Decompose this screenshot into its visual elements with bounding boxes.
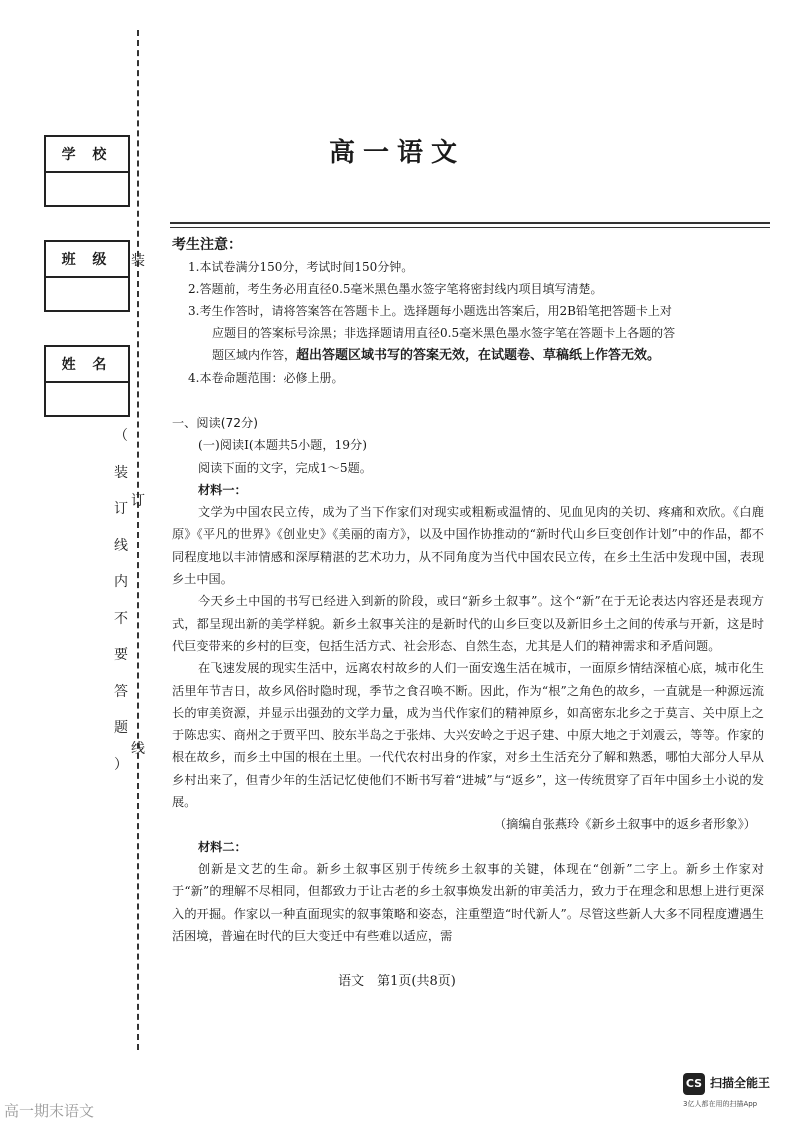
page-title: 高一语文 <box>328 138 465 168</box>
watermark: 高一期末语文 <box>4 1102 95 1120</box>
material1-source: （摘编自张燕玲《新乡土叙事中的返乡者形象》） <box>493 817 756 832</box>
vertical-char: 线 <box>114 537 128 554</box>
binding-mark-zhuang: 装 <box>131 253 145 269</box>
notice-heading: 考生注意： <box>172 237 242 253</box>
camscanner-brand: 扫描全能王 <box>710 1076 771 1090</box>
binding-dashed-line <box>137 30 139 1050</box>
title-rule-thin <box>170 227 770 228</box>
section-heading: 一、阅读(72分) <box>172 416 258 430</box>
title-rule <box>170 222 770 224</box>
notice-item-cont-line <box>188 344 768 367</box>
vertical-char: 答 <box>114 683 128 700</box>
vertical-char: 要 <box>114 647 128 663</box>
instruction: 阅读下面的文字，完成1～5题。 <box>198 460 372 475</box>
notice-item: 1.本试卷满分150分，考试时间150分钟。 <box>188 260 414 274</box>
material1-label: 材料一： <box>198 482 247 497</box>
notice-list <box>188 256 768 389</box>
school-field[interactable] <box>46 173 128 205</box>
binding-warning-vertical <box>112 418 130 783</box>
notice-emphasis: 超出答题区域书写的答案无效，在试题卷、草稿纸上作答无效。 <box>296 348 661 363</box>
vertical-char: 订 <box>114 501 128 517</box>
vertical-char: 内 <box>114 574 128 590</box>
material1-paragraph: 今天乡土中国的书写已经进入到新的阶段，或曰“新乡土叙事”。这个“新”在于无论表达内容还是表现方式，都呈现出新的美学样貌。新乡土叙事关注的是新时代的山乡巨变以及新旧乡土之间的传承与开新，这是时代巨变带来的乡村的巨变，包括生活方式、社会形态、自然生态，尤其是人们的精神需求和矛盾问题。 <box>172 594 764 653</box>
binding-mark-ding: 订 <box>131 493 145 509</box>
camscanner-tagline: 3亿人都在用的扫描App <box>683 1100 758 1108</box>
school-label: 学 校 <box>46 137 128 173</box>
reading-section <box>172 412 764 947</box>
class-field[interactable] <box>46 278 128 310</box>
page-footer: 语文 第1页(共8页) <box>338 974 456 989</box>
material2-label: 材料二： <box>198 839 247 854</box>
name-box <box>44 345 130 417</box>
name-label: 姓 名 <box>46 347 128 383</box>
subsection-heading: (一)阅读Ⅰ(本题共5小题，19分) <box>198 438 367 453</box>
vertical-char: ） <box>114 756 128 773</box>
notice-item-cont: 题区域内作答， <box>212 348 297 362</box>
vertical-char: （ <box>114 428 128 444</box>
material2-paragraph: 创新是文艺的生命。新乡土叙事区别于传统乡土叙事的关键，体现在“创新”二字上。新乡土作家对于“新”的理解不尽相同，但都致力于让古老的乡土叙事焕发出新的审美活力，致力于在理念和思想上进行更深入的开掘。作家以一种直面现实的叙事策略和姿态，注重塑造“时代新人”。尽管这些新人大多不同程度遭遇生活困境，普遍在时代的巨大变迁中有些难以适应，需 <box>172 861 764 943</box>
name-field[interactable] <box>46 383 128 415</box>
vertical-char: 装 <box>114 464 128 481</box>
vertical-char: 不 <box>114 610 128 627</box>
camscanner-logo-icon: CS <box>683 1073 705 1095</box>
class-box <box>44 240 130 312</box>
material1-paragraph: 文学为中国农民立传，成为了当下作家们对现实或粗粝或温情的、见血见肉的关切、疼痛和欢欣。《白鹿原》《平凡的世界》《创业史》《美丽的南方》，以及中国作协推动的“新时代山乡巨变创作计划”中的作品，都不同程度地以丰沛情感和深厚精湛的艺术功力，从不同角度为当代中国农民立传，在乡土生活中发现中国，表现乡土中国。 <box>172 505 764 587</box>
material1-paragraph: 在飞速发展的现实生活中，远离农村故乡的人们一面安逸生活在城市，一面原乡情结深植心底，城市化生活里年节吉日，故乡风俗时隐时现，季节之食召唤不断。因此，作为“根”之角色的故乡，一直就是一种源远流长的审美资源，并显示出强劲的文学力量，成为当代作家们的精神原乡，如高密东北乡之于莫言、关中原上之于陈忠实、商州之于贾平凹、胶东半岛之于张炜、大兴安岭之于迟子建、中原大地之于刘震云，等等。作家的根在故乡，而乡土中国的根在土里。一代代农村出身的作家，对乡土生活充分了解和熟悉，哪怕大部分人早从乡村出来了，但青少年的生活记忆使他们不断书写着“进城”与“返乡”，这一传统贯穿了百年中国乡土小说的发展。 <box>172 661 764 810</box>
notice-item: 2.答题前，考生务必用直径0.5毫米黑色墨水签字笔将密封线内项目填写清楚。 <box>188 282 603 296</box>
notice-item-cont: 应题目的答案标号涂黑；非选择题请用直径0.5毫米黑色墨水签字笔在答题卡上各题的答 <box>212 326 676 340</box>
binding-mark-xian: 线 <box>131 741 145 757</box>
class-label: 班 级 <box>46 242 128 278</box>
notice-item: 3.考生作答时，请将答案答在答题卡上。选择题每小题选出答案后，用2B铅笔把答题卡上对 <box>188 304 672 318</box>
vertical-char: 题 <box>114 720 128 736</box>
notice-item: 4.本卷命题范围：必修上册。 <box>188 371 344 385</box>
